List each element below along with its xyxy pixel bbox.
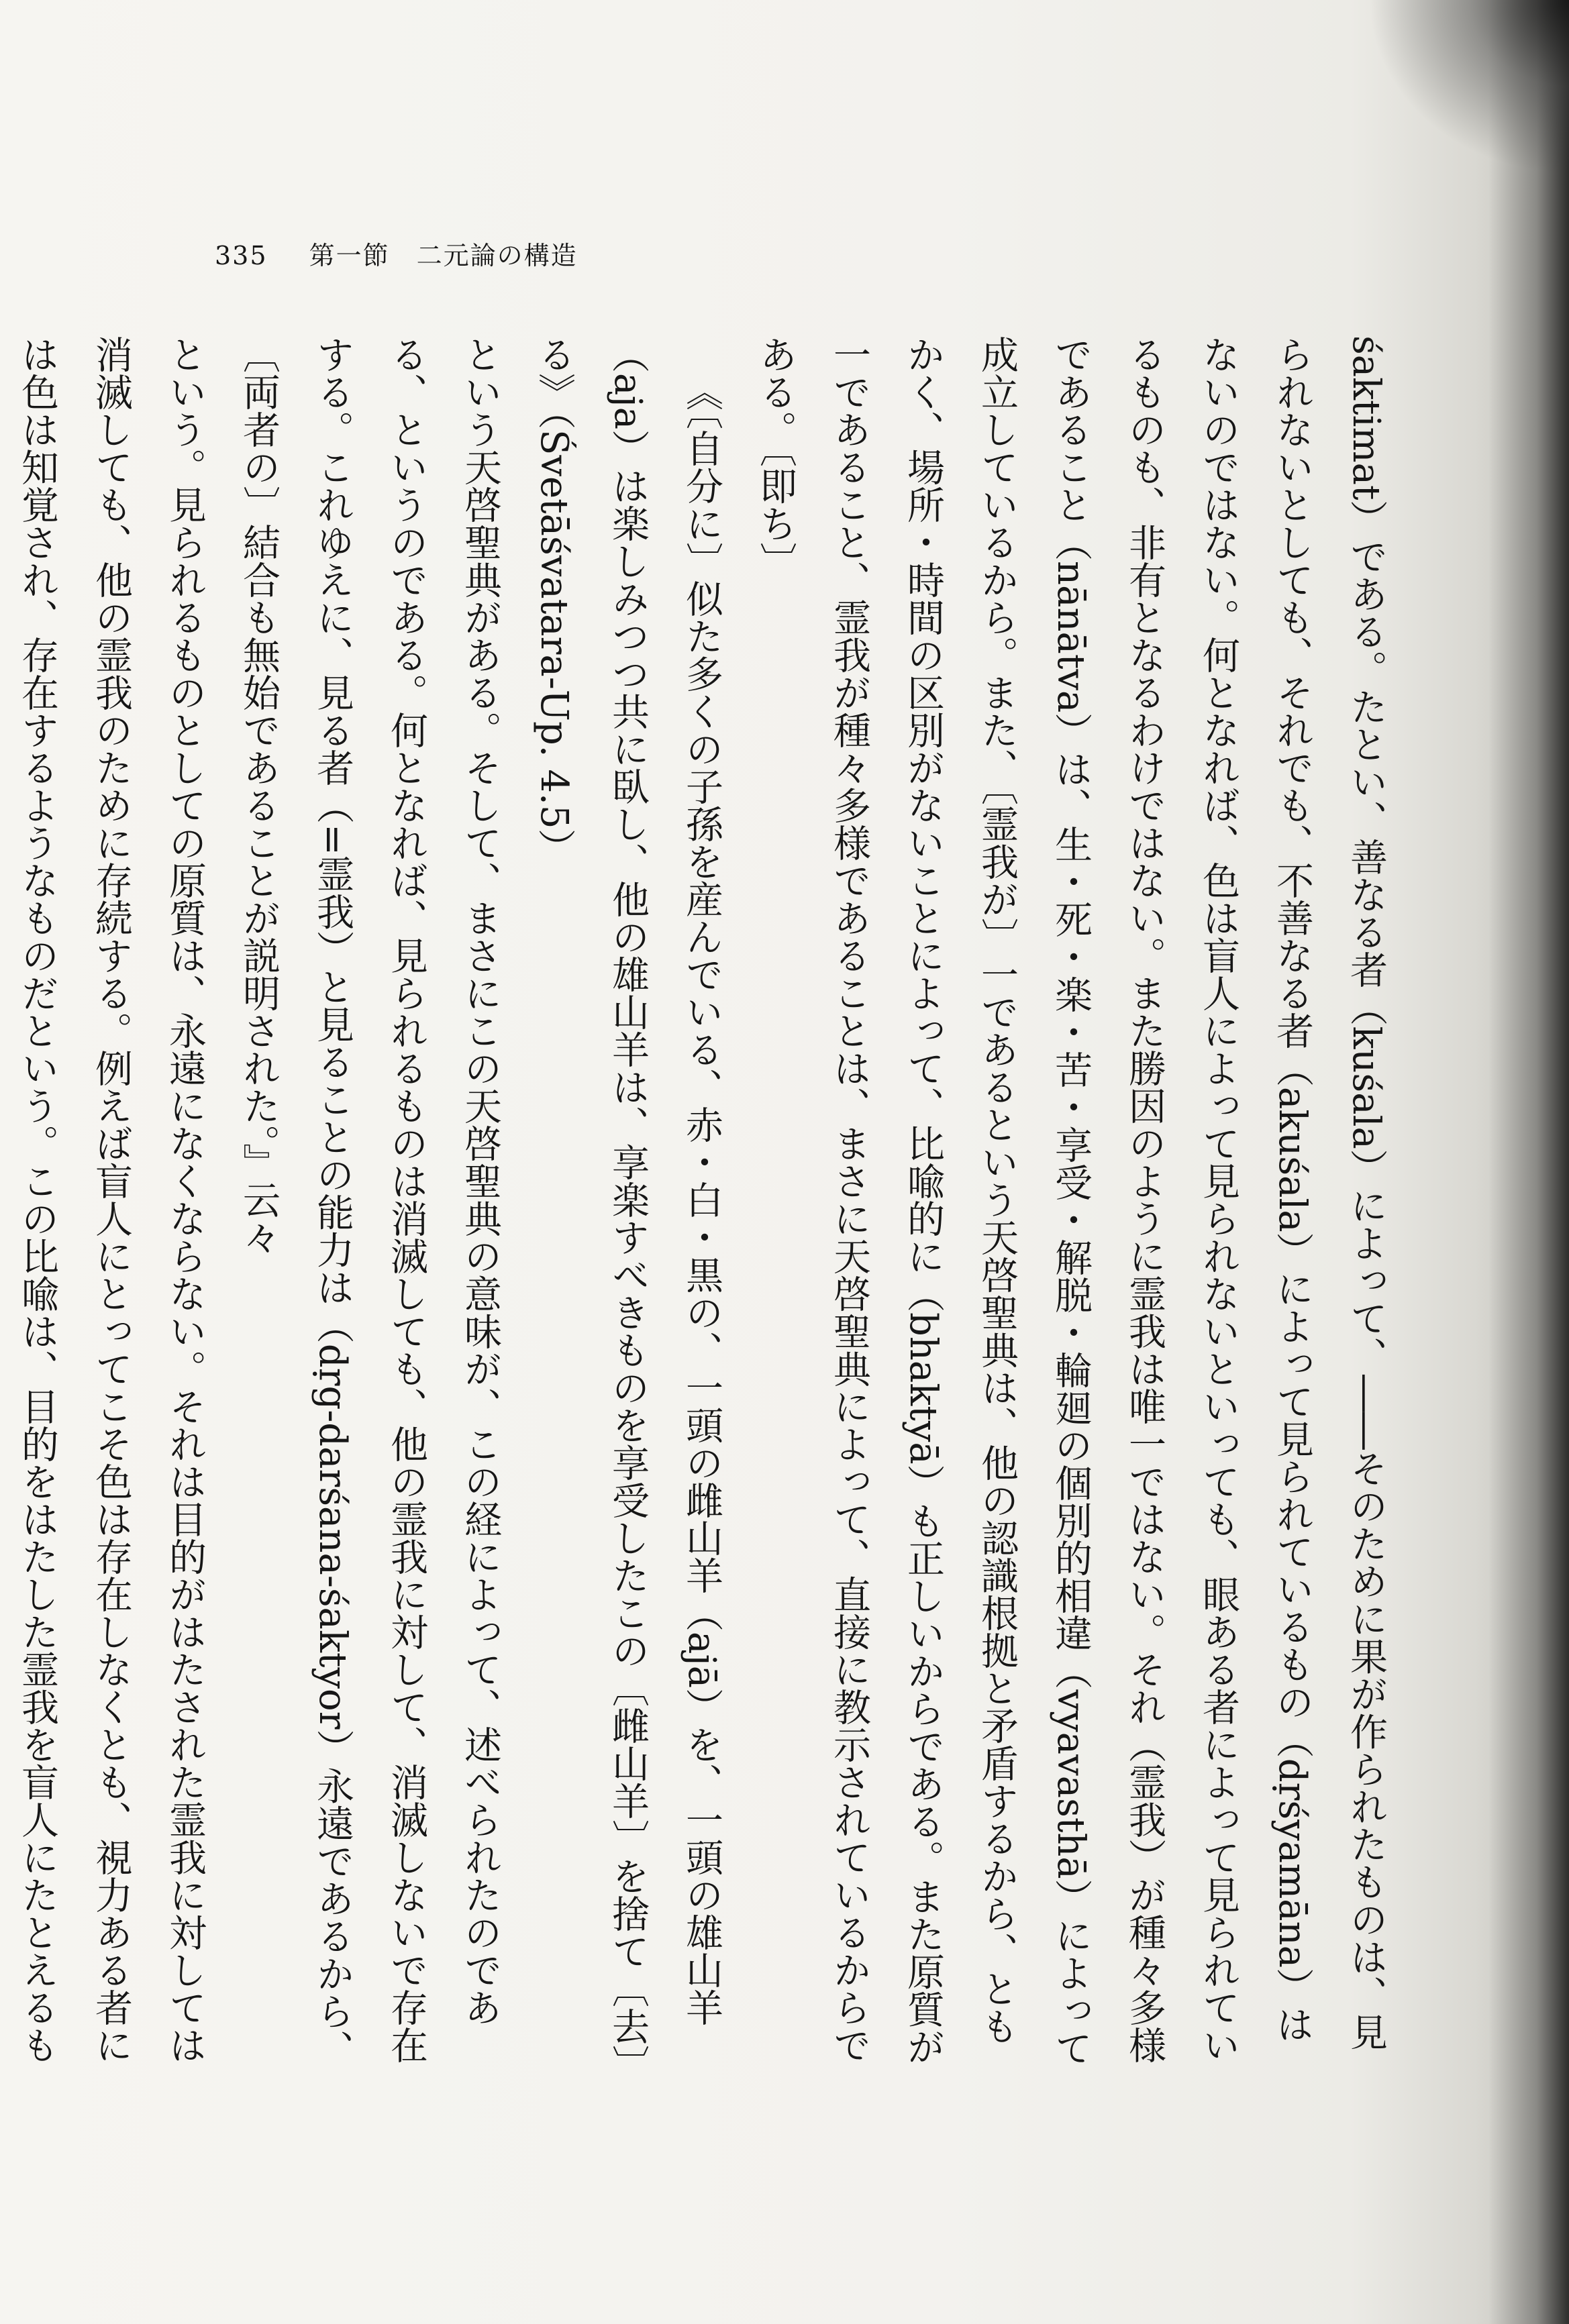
binding-shadow: [1488, 0, 1569, 2324]
paragraph-explanation: という天啓聖典がある。そして、まさにこの天啓聖典の意味が、この経によって、述べられたのである、というのである。何となれば、見られるものは消滅しても、他の霊我に対して、消滅しないで存在する。これゆえに、見る者（=霊我）と見ることの能力は（dṛg-darśana-śaktyor）永遠であるから、〔両者の〕結合も無始であることが説明された。』云々: [237, 335, 502, 2068]
page-number: 335: [215, 241, 268, 270]
paragraph-commentary: という。見られるものとしての原質は、永遠になくならない。それは目的がはたされた霊我に対しては消滅しても、他の霊我のために存続する。例えば盲人にとってこそ色は存在しなくとも、視力ある者には色は知覚され、存在するようなものだという。この比喩は、目的をはたした霊我を盲人にたとえるも: [15, 335, 207, 2064]
body-text: [15, 335, 1403, 2073]
running-head: [215, 235, 578, 272]
corner-shadow: [1368, 0, 1569, 174]
section-title: 第一節 二元論の構造: [309, 241, 578, 270]
paragraph-continuation: śaktimat）である。たとい、善なる者（kuśala）によって、――そのために果が作られたものは、見られないとしても、それでも、不善なる者（akuśala）によって見られているもの（dṛśyamāna）はないのではない。何となれば、色は盲人によって見られないといっても、眼ある者によって見られているものも、非有となるわけではない。また勝因のように霊我は唯一ではない。それ（霊我）が種々多様であること（nānātva）は、生・死・楽・苦・享受・解脱・輪廻の個別的相違（vyavasthā）によって成立しているから。また、〔霊我が〕一であるという天啓聖典は、他の認識根拠と矛盾するから、ともかく、場所・時間の区別がないことによって、比喩的に（bhaktyā）も正しいからである。また原質が一であること、霊我が種々多様であることは、まさに天啓聖典によって、直接に教示されているからである。〔即ち〕: [754, 335, 1388, 2067]
scripture-quote: 《〔自分に〕似た多くの子孫を産んでいる、赤・白・黒の、一頭の雌山羊（ajā）を、一頭の雄山羊（aja）は楽しみつつ共に臥し、他の雄山羊は、享楽すべきものを享受したこの〔雌山羊〕を捨て〔去〕る》（Śvetāśvatara-Up. 4.5）: [532, 335, 723, 2064]
